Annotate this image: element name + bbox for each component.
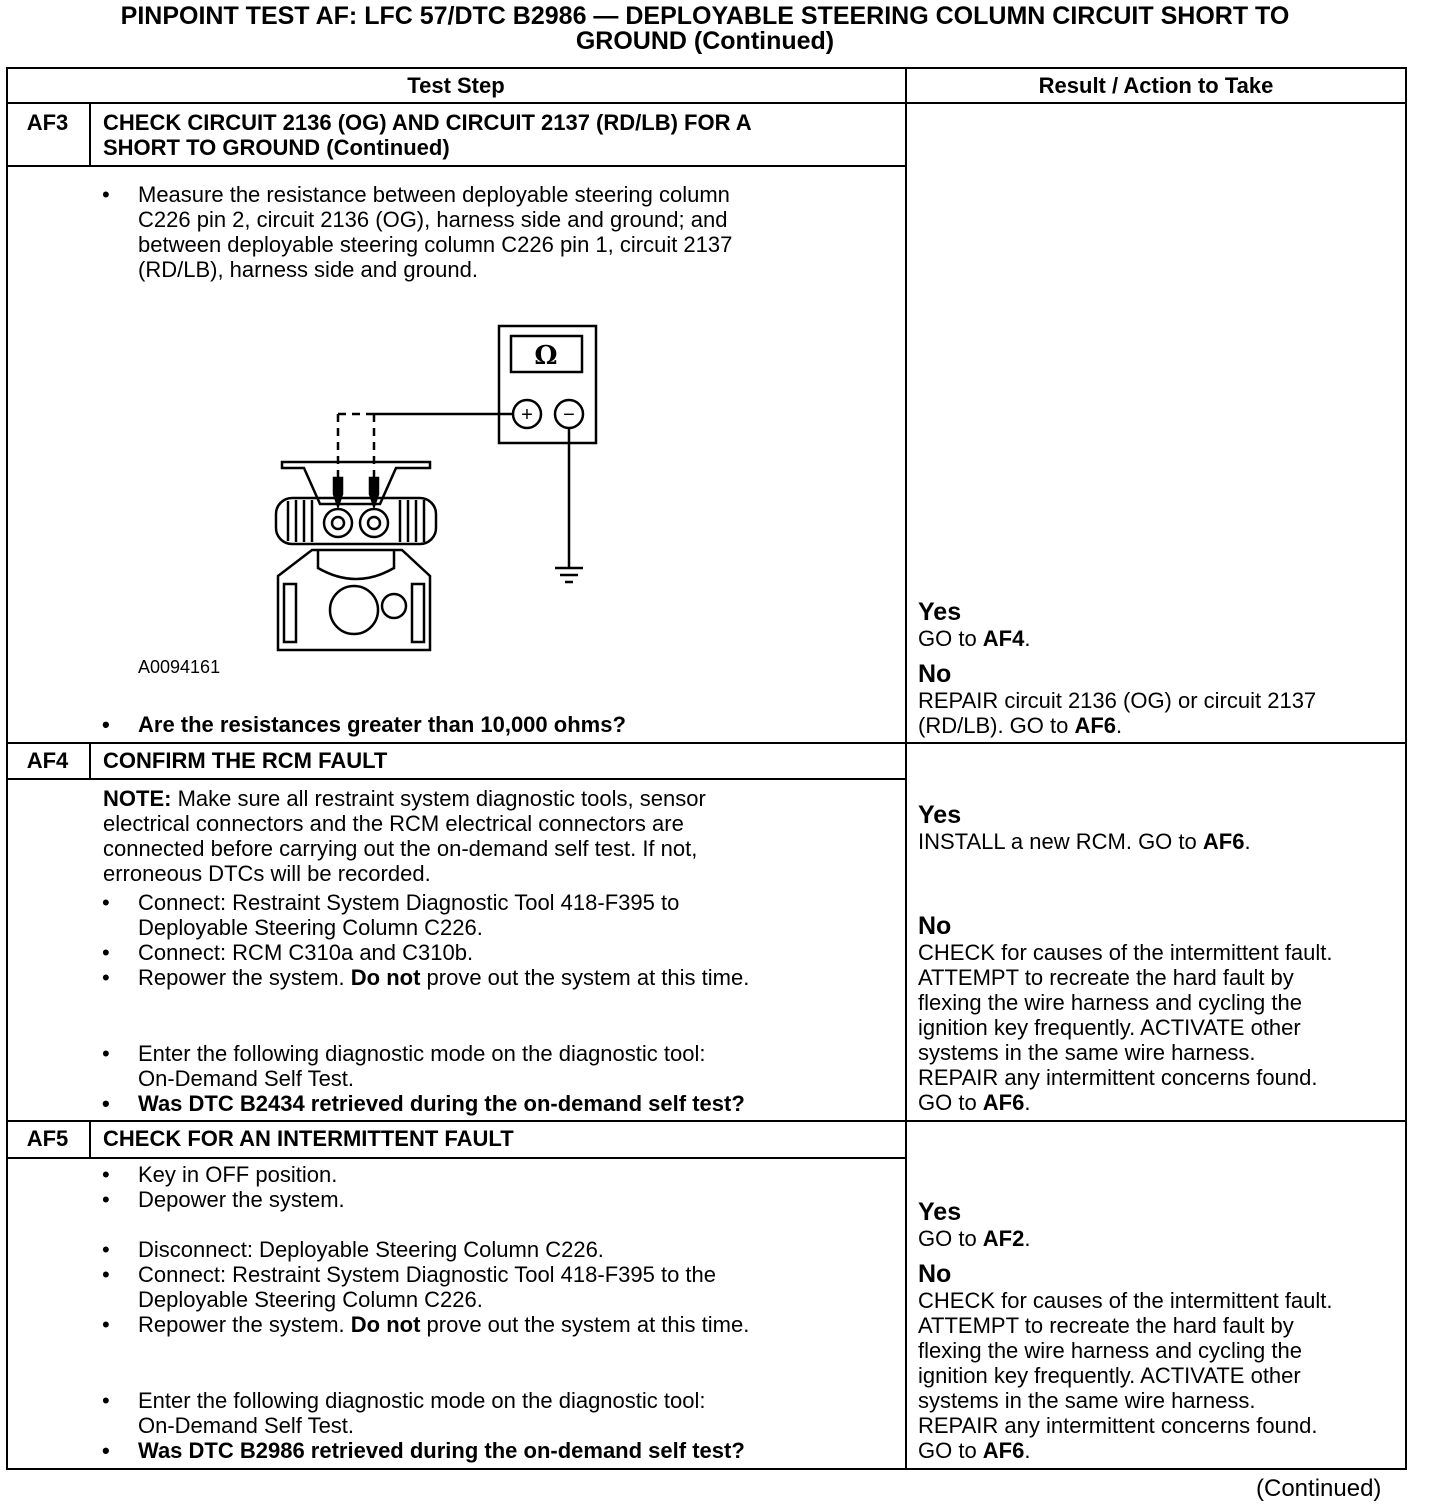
- ohm-symbol: Ω: [534, 341, 558, 371]
- text-line: [103, 786, 893, 811]
- bullet-text: [138, 965, 749, 990]
- text-line: On-Demand Self Test.: [138, 1413, 355, 1438]
- text-line: CHECK for causes of the intermittent fault.: [918, 1288, 1333, 1313]
- text-line: systems in the same wire harness.: [918, 1040, 1256, 1065]
- bullet-text: [138, 1312, 749, 1337]
- yes-label: Yes: [918, 598, 962, 626]
- bullet-text: [138, 1262, 716, 1312]
- step-reference: AF4: [982, 626, 1025, 651]
- result-af5: [918, 1199, 1403, 1463]
- ohmmeter-connector-diagram: [262, 318, 612, 663]
- text-line: [918, 1438, 1403, 1463]
- note-label: NOTE:: [103, 786, 172, 811]
- text-line: Measure the resistance between deployable steering column: [138, 182, 730, 207]
- text-line: REPAIR any intermittent concerns found.: [918, 1065, 1318, 1090]
- figure-id: A0094161: [138, 657, 221, 677]
- bullet-text: [138, 1388, 705, 1438]
- text-line: ATTEMPT to recreate the hard fault by: [918, 1313, 1294, 1338]
- bullet-icon: •: [102, 1187, 110, 1212]
- step-title-af3: [103, 110, 893, 160]
- text-run: prove out the system at this time.: [420, 965, 750, 990]
- bullet-icon: •: [102, 1312, 110, 1337]
- col-header-result: Result / Action to Take: [1038, 73, 1274, 98]
- bullet-icon: •: [102, 965, 110, 990]
- no-action: [918, 713, 1403, 738]
- bullet-icon: •: [102, 1262, 110, 1287]
- text-line: flexing the wire harness and cycling the: [918, 1338, 1302, 1363]
- text-line: Connect: Restraint System Diagnostic Tool 418-F395 to the: [138, 1262, 717, 1287]
- emphasis-text: Do not: [350, 1312, 421, 1337]
- step-title-line: CHECK CIRCUIT 2136 (OG) AND CIRCUIT 2137 (RD/LB) FOR A: [103, 110, 752, 135]
- connector-pin-cavity: [324, 509, 352, 537]
- step-id-af3: AF3: [26, 110, 69, 135]
- bullet-text: [138, 1041, 705, 1091]
- bullet-icon: •: [102, 1091, 110, 1116]
- text-line: Deployable Steering Column C226.: [138, 915, 483, 940]
- af4-top-rule: [6, 742, 1407, 744]
- bullet-text: Connect: RCM C310a and C310b.: [138, 940, 474, 965]
- bullet-icon: •: [102, 940, 110, 965]
- minus-sign: −: [563, 404, 575, 426]
- plus-sign: +: [521, 404, 533, 426]
- action-text: .: [1244, 829, 1251, 854]
- text-line: ignition key frequently. ACTIVATE other: [918, 1363, 1301, 1388]
- action-text: GO to: [918, 626, 983, 651]
- text-line: ignition key frequently. ACTIVATE other: [918, 1015, 1301, 1040]
- text-line: Connect: Restraint System Diagnostic Tool 418-F395 to: [138, 890, 680, 915]
- bullet-icon: •: [102, 1237, 110, 1262]
- action-text: GO to: [918, 1090, 983, 1115]
- step-reference: AF6: [982, 1090, 1025, 1115]
- question-text: Was DTC B2434 retrieved during the on-demand self test?: [138, 1091, 745, 1116]
- text-line: electrical connectors and the RCM electrical connectors are: [103, 811, 684, 836]
- action-text: (RD/LB). GO to: [918, 713, 1075, 738]
- probe-tip: [370, 478, 378, 506]
- step-id-divider: [89, 1120, 91, 1158]
- text-line: C226 pin 2, circuit 2136 (OG), harness side and ground; and: [138, 207, 728, 232]
- title-line-1: PINPOINT TEST AF: LFC 57/DTC B2986 — DEPLOYABLE STEERING COLUMN CIRCUIT SHORT TO: [120, 2, 1290, 30]
- bullet-icon: •: [102, 1162, 110, 1187]
- probe-tip: [334, 478, 342, 506]
- bullet-icon: •: [102, 182, 110, 207]
- bullet-text: [138, 890, 679, 940]
- bullet-icon: •: [102, 1438, 110, 1463]
- no-label: No: [918, 1260, 952, 1288]
- action-text: .: [1024, 626, 1031, 651]
- housing-slot: [284, 584, 296, 642]
- no-action: REPAIR circuit 2136 (OG) or circuit 2137: [918, 688, 1317, 713]
- yes-action: [918, 829, 1403, 854]
- text-line: Enter the following diagnostic mode on the diagnostic tool:: [138, 1388, 706, 1413]
- text-line: On-Demand Self Test.: [138, 1066, 355, 1091]
- housing-slot: [412, 584, 424, 642]
- step-title-af5: CHECK FOR AN INTERMITTENT FAULT: [103, 1126, 514, 1151]
- action-text: .: [1024, 1438, 1031, 1463]
- af4-title-rule: [6, 778, 907, 780]
- yes-action: [918, 626, 1403, 651]
- text-run: Repower the system.: [138, 965, 351, 990]
- result-af3: [918, 599, 1403, 738]
- step-reference: AF6: [1074, 713, 1117, 738]
- yes-label: Yes: [918, 1198, 962, 1226]
- text-line: [918, 1090, 1403, 1115]
- text-line: erroneous DTCs will be recorded.: [103, 861, 431, 886]
- text-line: Enter the following diagnostic mode on the diagnostic tool:: [138, 1041, 706, 1066]
- bullet-icon: •: [102, 1041, 110, 1066]
- step-id-divider: [89, 102, 91, 165]
- no-label: No: [918, 660, 952, 688]
- step-title-af4: CONFIRM THE RCM FAULT: [103, 748, 388, 773]
- action-text: GO to: [918, 1226, 983, 1251]
- step-id-af5: AF5: [26, 1126, 69, 1151]
- bullet-icon: •: [102, 712, 110, 737]
- result-af4-no: [918, 913, 1403, 1115]
- bullet-text: Depower the system.: [138, 1187, 345, 1212]
- action-text: .: [1024, 1226, 1031, 1251]
- column-divider: [905, 67, 907, 1470]
- note-text: Make sure all restraint system diagnostic tools, sensor: [171, 786, 706, 811]
- text-line: connected before carrying out the on-demand self test. If not,: [103, 836, 698, 861]
- text-run: Repower the system.: [138, 1312, 351, 1337]
- af5-top-rule: [6, 1120, 1407, 1122]
- col-header-test-step: Test Step: [407, 73, 505, 98]
- housing-latch: [318, 550, 394, 579]
- question-text: Was DTC B2986 retrieved during the on-demand self test?: [138, 1438, 745, 1463]
- bullet-icon: •: [102, 890, 110, 915]
- result-af4-yes: [918, 802, 1403, 854]
- text-line: systems in the same wire harness.: [918, 1388, 1256, 1413]
- step-id-af4: AF4: [26, 748, 69, 773]
- housing-hole: [330, 586, 378, 634]
- yes-label: Yes: [918, 801, 962, 829]
- bullet-text: Key in OFF position.: [138, 1162, 338, 1187]
- action-text: .: [1024, 1090, 1031, 1115]
- text-run: prove out the system at this time.: [420, 1312, 750, 1337]
- step-reference: AF2: [982, 1226, 1025, 1251]
- text-line: Deployable Steering Column C226.: [138, 1287, 483, 1312]
- text-line: ATTEMPT to recreate the hard fault by: [918, 965, 1294, 990]
- text-line: between deployable steering column C226 pin 1, circuit 2137: [138, 232, 733, 257]
- text-line: REPAIR any intermittent concerns found.: [918, 1413, 1318, 1438]
- header-rule: [6, 102, 1407, 104]
- emphasis-text: Do not: [350, 965, 421, 990]
- af5-title-rule: [6, 1157, 907, 1159]
- bullet-text: Disconnect: Deployable Steering Column C226.: [138, 1237, 604, 1262]
- step-reference: AF6: [982, 1438, 1025, 1463]
- action-text: .: [1116, 713, 1123, 738]
- no-label: No: [918, 912, 952, 940]
- connector-pin-cavity: [360, 509, 388, 537]
- step-title-line: SHORT TO GROUND (Continued): [103, 135, 450, 160]
- page-title: [0, 4, 1410, 54]
- af3-title-rule: [6, 165, 907, 167]
- bullet-text: [138, 182, 732, 282]
- text-line: flexing the wire harness and cycling the: [918, 990, 1302, 1015]
- continued-label: (Continued): [1256, 1475, 1382, 1502]
- action-text: GO to: [918, 1438, 983, 1463]
- bullet-icon: •: [102, 1388, 110, 1413]
- action-text: INSTALL a new RCM. GO to: [918, 829, 1203, 854]
- step-id-divider: [89, 742, 91, 779]
- question-text: Are the resistances greater than 10,000 ohms?: [138, 712, 626, 737]
- yes-action: [918, 1226, 1403, 1251]
- text-line: (RD/LB), harness side and ground.: [138, 257, 478, 282]
- housing-hole: [382, 594, 406, 618]
- title-line-2: GROUND (Continued): [575, 27, 835, 55]
- text-line: CHECK for causes of the intermittent fault.: [918, 940, 1333, 965]
- note-af4: [103, 786, 893, 886]
- step-reference: AF6: [1202, 829, 1245, 854]
